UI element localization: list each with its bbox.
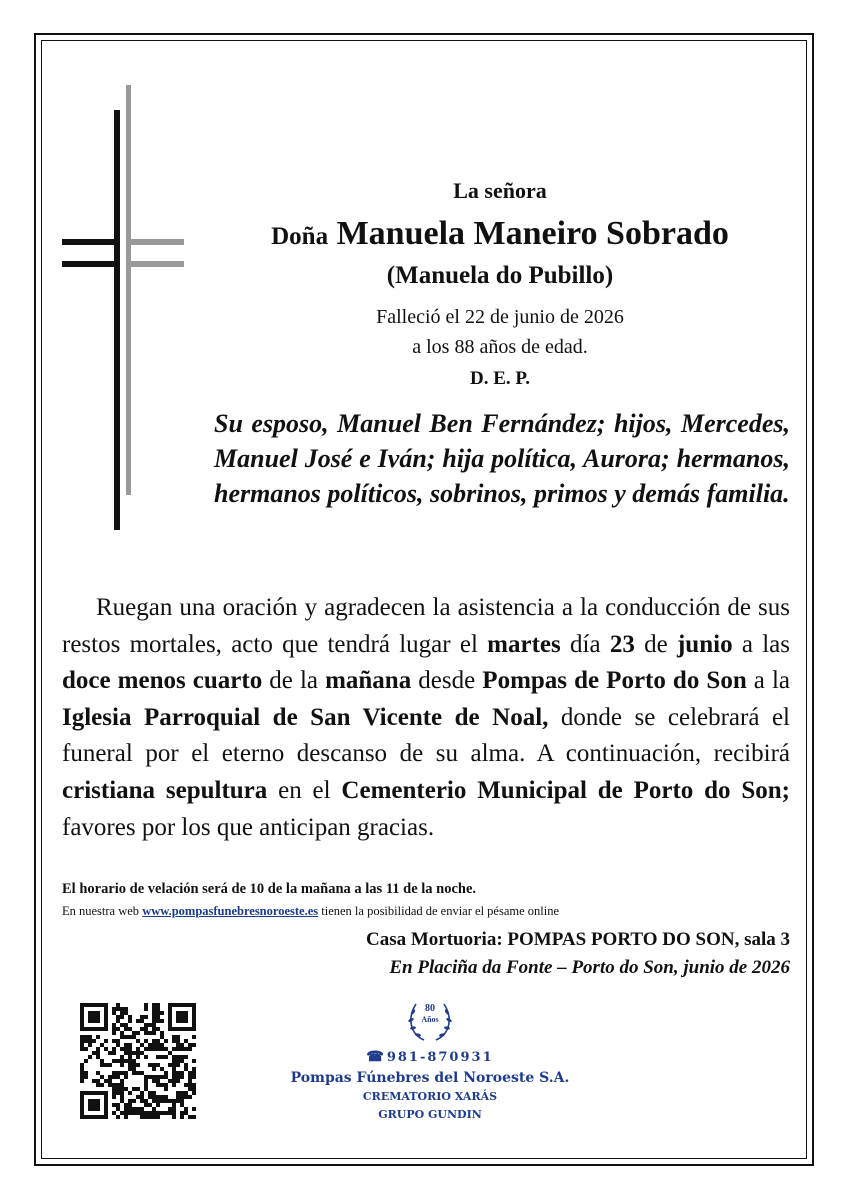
text-segment: desde (411, 667, 483, 695)
ceremony-text (62, 590, 790, 846)
text-segment: donde se celebrará el funeral por el eterno descanso de su alma. A continuación, recibirá (62, 703, 790, 768)
qr-code-icon (80, 1003, 196, 1119)
anniversary-number: 80 (425, 1003, 435, 1014)
highlight-period: mañana (325, 667, 412, 695)
place-date: En Placiña da Fonte – Porto do Son, junio de 2026 (389, 957, 790, 978)
wake-hours: El horario de velación será de 10 de la mañana a las 11 de la noche. (62, 881, 477, 897)
text-segment: favores por los que anticipan gracias. (62, 813, 435, 841)
death-date: Falleció el 22 de junio de 2026 (376, 306, 624, 328)
anniversary-badge (404, 1003, 456, 1025)
full-name: Manuela Maneiro Sobrado (336, 215, 729, 252)
highlight-origin: Pompas de Porto do Son (482, 667, 747, 695)
phone-number: 981-870931 (386, 1050, 494, 1065)
highlight-cemetery: Cementerio Municipal de Porto do Son; (341, 776, 790, 804)
death-info (200, 302, 800, 362)
text-segment: de (634, 630, 677, 658)
website-link[interactable]: www.pompasfunebresnoroeste.es (142, 904, 319, 918)
text-segment: Ruegan una oración y agradecen la asistencia a la conducción de sus restos mortales, acto que tendrá lugar el (62, 594, 790, 658)
age: a los 88 años de edad. (412, 336, 588, 358)
intro-label: La señora (453, 178, 547, 203)
funeral-home-room: Casa Mortuoria: POMPAS PORTO DO SON, sala 3 (365, 929, 790, 950)
company-phone (255, 1049, 605, 1065)
condolence-web-note (62, 904, 559, 919)
dep: D. E. P. (469, 368, 530, 389)
deceased-name (200, 215, 800, 253)
company-group: GRUPO GUNDIN (378, 1108, 482, 1121)
text-segment: de la (262, 667, 326, 695)
highlight-burial: cristiana sepultura (62, 776, 268, 804)
crematorium: CREMATORIO XARÁS (362, 1090, 498, 1103)
highlight-date: 23 (609, 630, 635, 658)
family-list: Su esposo, Manuel Ben Fernández; hijos, Mercedes, Manuel José e Iván; hija política, Aurora; hermanos, hermanos políticos, sobrinos, primos y demás familia. (214, 409, 790, 508)
highlight-church: Iglesia Parroquial de San Vicente de Noal, (62, 703, 549, 731)
text-segment: a las (732, 630, 790, 658)
nickname: (Manuela do Pubillo) (386, 262, 614, 289)
company-name: Pompas Fúnebres del Noroeste S.A. (290, 1070, 570, 1086)
phone-icon: ☎ (366, 1049, 384, 1065)
text-segment: en el (267, 776, 342, 804)
text-segment: día (560, 630, 610, 658)
anniversary-label: Años (421, 1015, 439, 1024)
web-suffix: tienen la posibilidad de enviar el pésame online (318, 904, 560, 918)
highlight-month: junio (676, 630, 733, 658)
text-segment: a la (746, 667, 791, 695)
web-prefix: En nuestra web (62, 904, 143, 918)
honorific: Doña (271, 223, 329, 250)
cross-icon (60, 85, 186, 535)
highlight-time: doce menos cuarto (62, 667, 263, 695)
highlight-day: martes (487, 630, 561, 658)
